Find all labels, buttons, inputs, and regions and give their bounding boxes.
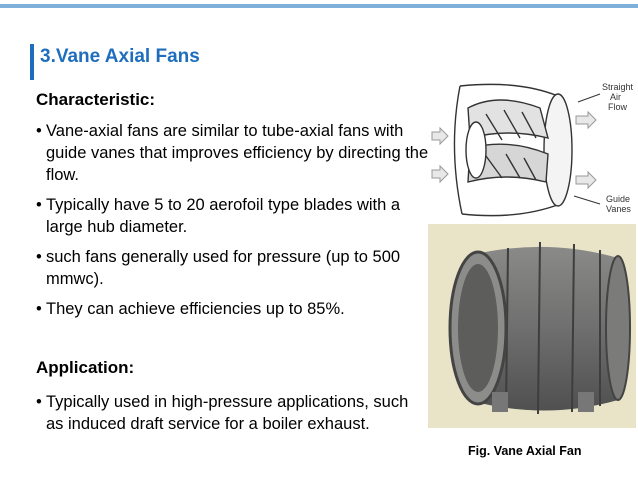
- application-list: [36, 391, 428, 445]
- slide-title: 3.Vane Axial Fans: [40, 46, 200, 67]
- diagram-label-guide: Guide: [606, 194, 631, 204]
- diagram-label-flow: Flow: [608, 102, 628, 112]
- list-item: • such fans generally used for pressure (up to 500 mmwc).: [36, 246, 436, 290]
- list-item: • Vane-axial fans are similar to tube-axial fans with guide vanes that improves efficiency by directing the flow.: [36, 120, 436, 186]
- diagram-label-air: Air: [610, 92, 621, 102]
- list-item: • They can achieve efficiencies up to 85%.: [36, 298, 436, 320]
- top-accent-bar: [0, 4, 638, 8]
- characteristic-heading: Characteristic:: [36, 90, 156, 109]
- diagram-label-vanes: Vanes: [606, 204, 631, 214]
- list-item: • Typically have 5 to 20 aerofoil type blades with a large hub diameter.: [36, 194, 436, 238]
- vane-axial-fan-photo: [428, 224, 636, 428]
- title-accent-bar: [30, 44, 34, 80]
- list-item: • Typically used in high-pressure applications, such as induced draft service for a boiler exhaust.: [36, 391, 428, 435]
- figure-caption: Fig. Vane Axial Fan: [468, 444, 582, 458]
- characteristic-list: [36, 120, 436, 330]
- diagram-label-straight: Straight: [602, 82, 634, 92]
- application-heading: Application:: [36, 358, 135, 377]
- vane-axial-fan-diagram: [428, 78, 638, 220]
